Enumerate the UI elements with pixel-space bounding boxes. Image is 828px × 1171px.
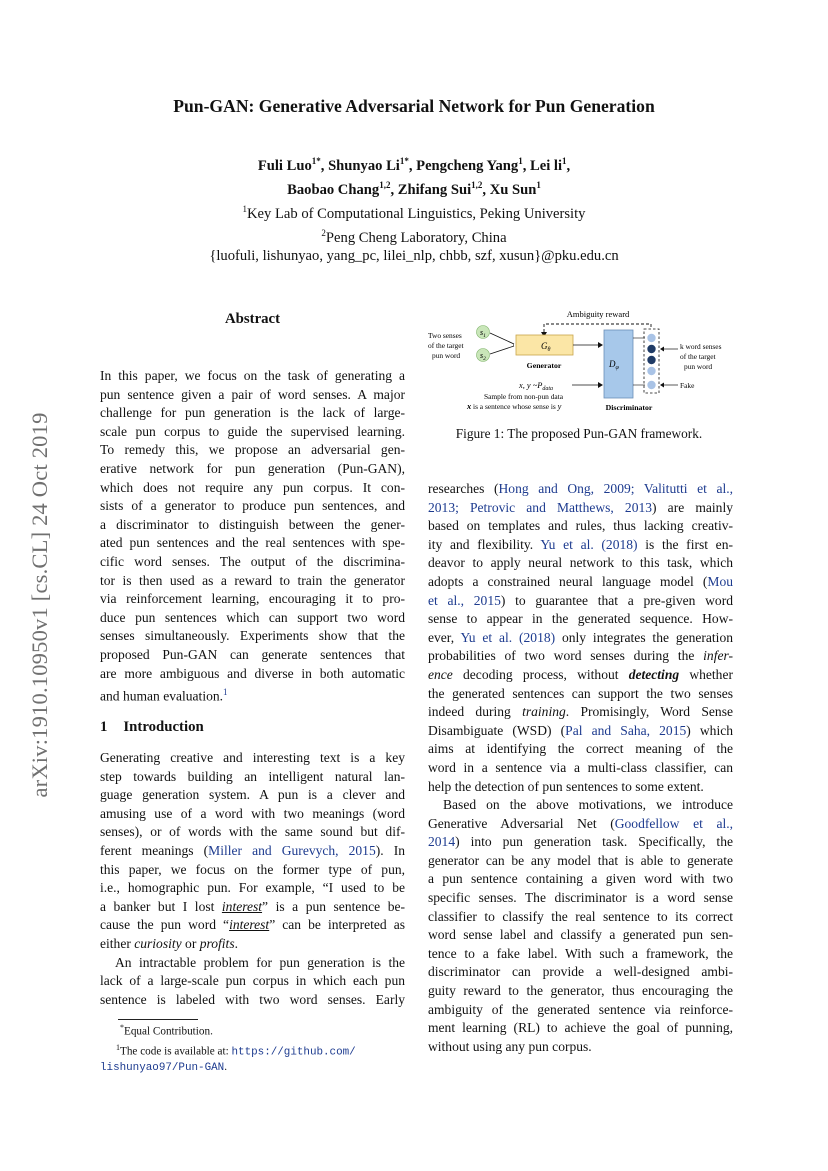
intro-text: either [100,935,135,951]
author-sup: 1,2 [379,179,391,190]
generator-label: Generator [526,361,562,370]
abstract-line [100,683,405,706]
footnote-mark: * [120,1023,124,1032]
discriminator-symbol-text: D [609,359,616,369]
body-text: ) into pun generation task. Specifically, the [455,834,733,850]
intro-line: senses), or of words with the same sound but dif- [100,824,405,840]
abstract-line: challenge for pun generation is the lack of large- [100,405,405,421]
emphasis-text: interest [229,917,270,933]
abstract-line: ated pun sentences and the real sentences with spe- [100,535,405,551]
citation-link[interactable]: Miller and Gurevych, 2015 [208,842,376,858]
arrow-head [598,342,603,348]
citation-link[interactable]: Yu et al. (2018) [460,629,556,645]
author-line-1: Fuli Luo$^{1*}$, Shunyao $Li^{1*}$, Pengcheng Yang$^1$, Lei $li^1$, [257,156,571,174]
sense-subscript: 2 [483,356,486,362]
footnote-mark: 1 [116,1042,120,1052]
citation-link[interactable]: Valitutti et al., [643,481,734,496]
sense-subscript: 1 [483,333,486,339]
footnote-text: Equal Contribution. [124,1025,213,1038]
abstract-line: erative network for pun generation (Pun-GAN), [100,460,405,476]
body-text: ) are mainly [652,499,733,515]
figure-label-ambiguity-reward: Ambiguity reward [566,309,630,319]
abstract-line: scale pun corpus to guide the supervised learning. [100,423,405,439]
abstract-heading: Abstract [224,311,281,327]
author-sup: 1* [399,156,409,166]
figure-label-two-senses: of the target [428,341,464,350]
footnote-equal [100,1020,405,1040]
citation-link[interactable]: Yu et al. (2018) [540,536,638,552]
figure-pun-gan-framework [424,305,734,420]
abstract-line: To remedy this, we propose an adversarial gen- [100,442,405,458]
intro-line [100,898,405,917]
right-column-body [428,480,733,1056]
author-sup: 1 [562,156,567,166]
body-line: aims at identifying the correct meaning of the [428,741,733,757]
emphasis-text: profits [199,935,235,951]
author-sup: 1,2 [471,179,483,190]
arrow-head [660,383,664,388]
author-sup: 1* [311,156,321,166]
output-dot [647,334,655,342]
intro-line [100,935,405,954]
sample-desc-y: y [557,402,562,411]
abstract-line: are more ambiguous and diverse in both automatic [100,665,405,681]
input-arrow [490,333,514,344]
abstract-line: senses simultaneously. Experiments show that the [100,628,405,644]
emphasis-text: training [522,704,566,720]
body-text: ity and flexibility. [428,536,541,552]
body-line: a pun sentence containing a given word with two [428,871,733,887]
footnote-text: . [224,1061,227,1074]
output-dot [647,381,655,389]
abstract-line: via reinforcement learning, encouraging it to pro- [100,591,405,607]
body-text: . Promisingly, Word Sense [565,704,733,720]
body-line [428,480,733,499]
figure-caption: Figure 1: The proposed Pun-GAN framework. [455,426,703,441]
body-line: classifier to classify the real sentence to its correct [428,908,733,924]
abstract-line: duce pun sentences which can support two word [100,609,405,625]
body-line [428,629,733,648]
body-line: help the detection of pun sentences to some extent. [428,778,704,794]
intro-text: . [234,935,238,951]
abstract-line-text: and human evaluation. [100,688,224,704]
body-line [428,666,733,685]
intro-body [100,749,405,1009]
code-url-link[interactable]: lishunyao97/Pun-GAN [100,1062,225,1075]
section-number: 1 [100,719,108,735]
intro-line [100,916,405,935]
body-text: ) which [686,722,733,738]
abstract-line: cific word senses. The output of the discrimina- [100,553,405,569]
intro-line: step towards building an intelligent natural lan- [100,768,405,784]
body-line: generator can be any model that is able to generate [428,852,733,868]
author-name: Zhifang Sui [397,181,472,198]
body-line: word in a sentence via a multi-class classifier, can [428,759,733,775]
body-line: ambiguity of the generated sentence via reinforce- [428,1001,733,1017]
body-line: deavor to apply neural network to this task, which [428,555,733,571]
intro-line: i.e., homographic pun. For example, “I used to be [100,880,405,896]
author-line-2: Baobao Chang$^{1,2}$, Zhifang Sui$^{1,2}$, Xu Sun$^1$ [287,179,541,198]
body-line [428,536,733,555]
body-text: indeed during [428,704,523,720]
intro-line: An intractable problem for pun generation is the [115,954,405,970]
footnotes [100,1020,405,1076]
body-line: without using any pun corpus. [428,1038,592,1054]
body-line: word sense label and classify a generated pun sen- [428,927,733,943]
author-name: Xu Sun [489,181,537,198]
abstract-line: In this paper, we focus on the task of generating a [100,368,405,383]
arrow-head [598,382,603,388]
intro-text: ” can be interpreted as [269,917,406,933]
body-line [428,815,733,834]
intro-text: ” is a pun sentence be- [262,898,405,914]
body-text: is the first en- [637,536,733,552]
author-name: Baobao Chang [287,181,380,198]
section-heading-introduction [100,719,204,736]
intro-line [100,842,405,861]
figure-label-fake: Fake [680,381,695,390]
sample-expression-sub: data [542,386,554,392]
intro-line: guage generation system. A pun is a clever and [100,787,405,803]
citation-link[interactable]: Goodfellow et al., [614,815,733,831]
body-text: only integrates the generation [555,629,733,645]
citation-link[interactable]: Mou [707,573,733,589]
intro-line: this paper, we focus on the former type of pun, [100,861,405,877]
abstract-line: a discriminator to distinguish between the gener- [100,516,405,532]
body-line: discriminator can provide a well-designed ambi- [428,964,733,980]
body-line [428,592,733,611]
intro-text: or [181,935,200,951]
body-line [428,722,733,741]
emphasis-text: interest [221,898,263,914]
figure-label-k-senses: of the target [680,352,716,361]
code-url-link[interactable]: https://github.com/ [231,1046,356,1059]
author-name: Pengcheng Yang [416,157,519,174]
intro-text: a banker but I lost [100,898,222,914]
body-line [428,499,733,518]
footnote-ref[interactable]: 1 [223,687,228,698]
abstract-line: proposed Pun-GAN can generate sentences that [100,646,405,662]
figure-label-k-senses: pun word [684,362,713,371]
affiliation-sup: 2 [321,227,326,238]
abstract-line: which does not require any pun corpus. It con- [100,479,405,495]
generator-symbol-text: G [541,341,548,351]
author-name: Lei li [529,157,563,174]
discriminator-subscript: φ [615,365,619,371]
body-line: ment learning (RL) to achieve the goal of punning, [428,1020,733,1036]
body-line: sense to appear in the generated sequence. How- [428,611,733,627]
body-line: the generated sentences can support the two senses [428,685,733,701]
author-emails: {luofuli, lishunyao, yang_pc, lilei_nlp, chbb, szf, xusun}@pku.edu.cn [209,248,619,265]
intro-line: sentence is labeled with two word senses. Early [100,991,405,1007]
citation-link[interactable]: Petrovic and Matthews, 2013 [470,499,653,515]
emphasis-text: ence [428,666,453,682]
arrow-head [660,347,664,352]
figure-sample-desc [466,402,562,411]
input-arrow [490,346,514,354]
body-line: based on templates and rules, thus lacking creativ- [428,518,733,534]
abstract-body [100,367,405,706]
footnote-code [100,1040,405,1061]
affiliation-text: Peng Cheng Laboratory, China [325,229,507,246]
citation-sep: ; [630,481,644,496]
arxiv-identifier [20,370,60,840]
intro-text: ferent meanings ( [100,842,209,858]
intro-line: amusing use of a word with two meanings (word [100,805,405,821]
sample-desc-text: is a sentence whose sense is [471,402,558,411]
citation-link[interactable]: Hong and Ong, 2009 [498,481,631,496]
body-text: Generative Adversarial Net ( [428,815,615,831]
intro-text: ). In [375,842,405,858]
affiliation-text: Key Lab of Computational Linguistics, Peking University [247,205,586,222]
abstract-line: pun sentence given a pair of word senses. A major [100,386,405,402]
body-line [428,703,733,722]
output-dot [647,356,655,364]
citation-link[interactable]: et al., 2015 [428,592,501,608]
figure-label-two-senses: pun word [432,351,461,360]
output-dot [647,345,655,353]
affiliation-sup: 1 [242,203,248,214]
body-text: researches ( [428,481,499,496]
figure-sample-from: Sample from non-pun data [484,392,564,401]
section-title: Introduction [123,719,204,735]
body-line [428,833,733,852]
body-text: adopts a constrained neural language model ( [428,573,708,589]
body-line [428,573,733,592]
sense-symbol: s [480,328,484,337]
affiliation-1 [0,200,828,224]
emphasis-text: infer- [703,648,733,664]
arxiv-identifier-text: arXiv:1910.10950v1 [cs.CL] 24 Oct 2019 [27,412,52,798]
body-text: ever, [428,629,461,645]
author-name: Shunyao Li [328,157,400,174]
affiliation-2 [0,224,828,248]
footnote-text: The code is available at: [120,1045,232,1058]
body-text: Disambiguate (WSD) ( [428,722,566,738]
abstract-line: tor is then used as a reward to train the generator [100,572,405,588]
citation-sep: ; [455,499,470,515]
intro-line: Generating creative and interesting text is a key [100,750,405,765]
body-line: Based on the above motivations, we introduce [443,797,733,813]
sample-desc-x: x [467,402,472,411]
author-block [0,152,828,266]
figure-label-k-senses: k word senses [680,342,722,351]
author-sup: 1 [536,179,541,190]
body-line: specific senses. The discriminator is a word sense [428,890,733,906]
output-dot [647,367,655,375]
generator-subscript: θ [547,347,551,353]
body-line: guity reward to the generator, thus encouraging the [428,983,733,999]
citation-link[interactable]: 2013 [428,499,456,515]
body-line: tence to a fake label. With such a framework, the [428,945,733,961]
author-name: Fuli Luo [257,157,312,174]
body-text: probabilities of two word senses during the [428,648,704,664]
footnote-code-cont [100,1060,405,1076]
body-text: whether [679,666,733,682]
intro-line: lack of a large-scale pun corpus in which each pun [100,973,405,989]
sample-expression-text: x, y ~P [519,381,543,390]
citation-link[interactable]: Pal and Saha, 2015 [565,722,687,738]
figure-label-two-senses: Two senses [428,331,462,340]
intro-text: cause the pun word “ [100,917,230,933]
emphasis-text: curiosity [134,935,182,951]
sense-symbol: s [480,351,484,360]
strong-emphasis-text: detecting [628,666,680,682]
citation-link[interactable]: 2014 [428,834,456,850]
body-line [428,647,733,666]
paper-title: Pun-GAN: Generative Adversarial Network for Pun Generation [173,96,655,116]
body-text: decoding process, without [452,666,629,682]
author-sup: 1 [518,156,523,166]
discriminator-label: Discriminator [605,403,653,412]
figure-sample-expression [518,381,553,392]
abstract-line: sists of a generator to produce pun sentences, and [100,498,405,514]
body-text: ) to guarantee that a pre-given word [500,592,733,608]
